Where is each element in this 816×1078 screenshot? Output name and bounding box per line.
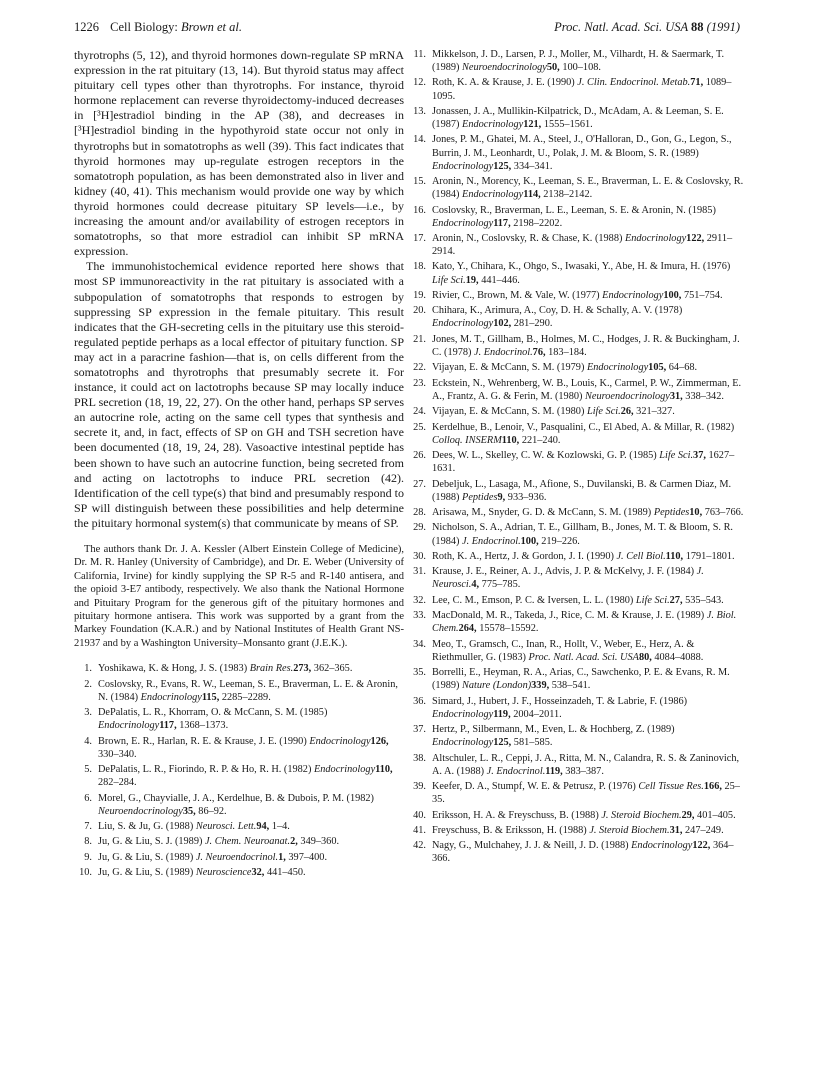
reference-item	[74, 792, 404, 818]
reference-number: 5.	[84, 764, 92, 776]
reference-number: 37.	[413, 724, 426, 736]
running-head	[74, 18, 740, 36]
reference-authors: Roth, K. A., Hertz, J. & Gordon, J. I. (1990)	[432, 550, 617, 562]
reference-number: 2.	[84, 678, 92, 690]
reference-volume: 125,	[493, 737, 512, 749]
reference-volume: 110,	[501, 434, 520, 446]
reference-journal: Endocrinology	[140, 691, 202, 703]
journal-year: (1991)	[706, 20, 740, 34]
reference-item	[408, 809, 744, 822]
reference-item	[408, 666, 744, 692]
reference-pages: 25–35.	[432, 781, 740, 806]
reference-pages: 538–541.	[549, 680, 591, 692]
reference-number: 40.	[413, 809, 426, 821]
reference-item	[408, 133, 744, 172]
reference-number: 24.	[413, 406, 426, 418]
reference-volume: 339,	[531, 680, 550, 692]
reference-item	[408, 723, 744, 749]
reference-item	[408, 594, 744, 607]
reference-volume: 100,	[663, 289, 682, 301]
reference-journal: Peptides	[462, 491, 498, 503]
reference-item	[408, 333, 744, 359]
reference-item	[74, 763, 404, 789]
reference-pages: 334–341.	[511, 160, 553, 172]
reference-item	[408, 260, 744, 286]
reference-number: 7.	[84, 821, 92, 833]
reference-volume: 4,	[471, 579, 480, 591]
reference-journal: J. Chem. Neuroanat.	[204, 836, 291, 848]
reference-authors: Chihara, K., Arimura, A., Coy, D. H. & Schally, A. V. (1978)	[432, 305, 683, 317]
reference-pages: 219–226.	[538, 535, 580, 547]
reference-journal: Endocrinology	[432, 217, 494, 229]
running-head-left	[74, 18, 242, 36]
reference-number: 4.	[84, 735, 92, 747]
reference-authors: Meo, T., Gramsch, C., Inan, R., Hollt, V., Weber, E., Herz, A. & Riethmuller, G. (1983)	[432, 638, 695, 663]
reference-volume: 80,	[638, 651, 652, 663]
reference-volume: 2,	[290, 836, 298, 848]
reference-journal: J. Endocrinol.	[486, 765, 546, 777]
reference-pages: 349–360.	[297, 836, 340, 848]
reference-authors: Eriksson, H. A. & Freyschuss, B. (1988)	[432, 809, 602, 821]
reference-authors: Morel, G., Chayvialle, J. A., Kerdelhue, B. & Dubois, P. M. (1982)	[98, 792, 374, 804]
reference-authors: Eckstein, N., Wehrenberg, W. B., Louis, K., Carmel, P. W., Zimmerman, E. A., Frantz, A. G. & Ferin, M. (1980)	[432, 377, 742, 402]
reference-pages: 321–327.	[633, 406, 675, 418]
reference-authors: Borrelli, E., Heyman, R. A., Arias, C., Sawchenko, P. E. & Evans, R. M. (1989)	[432, 667, 730, 692]
reference-volume: 115,	[201, 691, 220, 703]
reference-item	[408, 232, 744, 258]
reference-pages: 775–785.	[479, 579, 521, 591]
reference-pages: 763–766.	[702, 507, 744, 519]
reference-authors: Kerdelhue, B., Lenoir, V., Pasqualini, C., El Abed, A. & Millar, R. (1982)	[432, 421, 735, 433]
reference-volume: 114,	[523, 189, 541, 201]
reference-item	[408, 48, 744, 74]
reference-journal: Proc. Natl. Acad. Sci. USA	[528, 651, 639, 663]
reference-number: 32.	[413, 594, 426, 606]
reference-authors: Ju, G. & Liu, S. (1989)	[98, 867, 196, 879]
reference-authors: Keefer, D. A., Stumpf, W. E. & Petrusz, P. (1976)	[432, 781, 639, 793]
reference-volume: 9,	[497, 491, 506, 503]
reference-number: 19.	[413, 289, 426, 301]
reference-authors: Altschuler, L. R., Ceppi, J. A., Ritta, M. N., Calandra, R. S. & Zaninovich, A. A. (1988)	[432, 752, 740, 777]
reference-journal: Endocrinology	[462, 189, 524, 201]
reference-number: 25.	[413, 421, 426, 433]
reference-volume: 27,	[669, 594, 683, 606]
reference-journal: J. Clin. Endocrinol. Metab.	[577, 77, 691, 89]
reference-item	[408, 204, 744, 230]
reference-volume: 122,	[686, 233, 705, 244]
reference-pages: 751–754.	[681, 289, 723, 301]
reference-volume: 76,	[532, 346, 546, 358]
reference-number: 31.	[413, 566, 426, 578]
left-column	[74, 48, 404, 882]
reference-number: 34.	[413, 638, 426, 650]
reference-volume: 122,	[692, 840, 711, 852]
reference-number: 18.	[413, 261, 426, 273]
reference-journal: Nature (London)	[462, 680, 532, 692]
reference-number: 9.	[84, 851, 92, 863]
reference-journal: Endocrinology	[624, 233, 687, 244]
reference-pages: 1627–1631.	[432, 450, 735, 475]
reference-item	[74, 835, 404, 848]
reference-number: 3.	[84, 707, 92, 719]
reference-authors: Jones, M. T., Gillham, B., Holmes, M. C., Hodges, J. R. & Buckingham, J. C. (1978)	[432, 333, 740, 358]
reference-pages: 2198–2202.	[510, 217, 563, 229]
reference-pages: 338–342.	[682, 390, 724, 402]
reference-pages: 2138–2142.	[540, 189, 593, 201]
reference-authors: DePalatis, L. R., Fiorindo, R. P. & Ho, R. H. (1982)	[98, 764, 314, 776]
reference-volume: 1,	[278, 851, 286, 863]
reference-journal: Peptides	[653, 507, 690, 519]
page-number: 1226	[74, 20, 99, 34]
reference-journal: Neurosci. Lett.	[195, 821, 257, 833]
section-title: Cell Biology:	[110, 20, 178, 34]
reference-number: 21.	[413, 333, 426, 345]
reference-authors: Lee, C. M., Emson, P. C. & Iversen, L. L. (1980)	[432, 594, 636, 606]
reference-volume: 119,	[493, 708, 511, 720]
reference-volume: 35,	[182, 805, 196, 817]
reference-item	[408, 609, 744, 635]
reference-authors: Brown, E. R., Harlan, R. E. & Krause, J. E. (1990)	[98, 735, 310, 747]
reference-journal: Neuroendocrinology	[98, 805, 183, 817]
reference-volume: 50,	[546, 62, 560, 74]
reference-item	[408, 638, 744, 664]
reference-journal: Endocrinology	[432, 160, 494, 172]
reference-volume: 117,	[493, 217, 511, 229]
reference-volume: 26,	[620, 406, 634, 418]
reference-item	[408, 839, 744, 865]
journal-volume: 88	[691, 20, 704, 34]
reference-number: 16.	[413, 204, 426, 216]
reference-item	[408, 824, 744, 837]
reference-item	[408, 361, 744, 374]
reference-journal: Endocrinology	[309, 735, 371, 747]
reference-volume: 94,	[256, 821, 270, 833]
reference-volume: 166,	[703, 781, 722, 793]
reference-item	[408, 521, 744, 547]
reference-authors: Aronin, N., Morency, K., Leeman, S. E., Braverman, L. E. & Coslovsky, R. (1984)	[432, 176, 744, 201]
reference-authors: Jonassen, J. A., Mullikin-Kilpatrick, D., McAdam, A. & Leeman, S. E. (1987)	[432, 105, 724, 131]
reference-volume: 37,	[693, 450, 706, 462]
reference-pages: 535–543.	[682, 594, 724, 606]
reference-volume: 121,	[523, 119, 542, 131]
reference-pages: 282–284.	[98, 777, 137, 789]
reference-item	[408, 752, 744, 778]
reference-item	[408, 550, 744, 563]
reference-number: 14.	[413, 134, 426, 146]
reference-pages: 330–340.	[98, 748, 137, 760]
reference-pages: 86–92.	[195, 805, 227, 817]
reference-volume: 31,	[669, 824, 683, 836]
reference-journal: Cell Tissue Res.	[638, 781, 704, 793]
reference-journal: Endocrinology	[586, 362, 649, 374]
reference-number: 12.	[413, 77, 426, 89]
reference-pages: 1368–1373.	[176, 720, 229, 732]
reference-volume: 19,	[465, 274, 479, 286]
reference-pages: 281–290.	[511, 318, 553, 330]
reference-pages: 441–450.	[264, 867, 306, 879]
reference-item	[408, 478, 744, 504]
reference-number: 36.	[413, 695, 426, 707]
reference-number: 28.	[413, 507, 426, 519]
reference-volume: 105,	[648, 362, 667, 374]
reference-authors: MacDonald, M. R., Takeda, J., Rice, C. M. & Krause, J. E. (1989)	[432, 610, 707, 622]
reference-authors: Dees, W. L., Skelley, C. W. & Kozlowski, G. P. (1985)	[432, 450, 660, 462]
reference-pages: 247–249.	[682, 824, 724, 836]
reference-pages: 64–68.	[666, 362, 698, 374]
reference-authors: Debeljuk, L., Lasaga, M., Afione, S., Duvilanski, B. & Carmen Diaz, M. (1988)	[432, 478, 732, 503]
reference-item	[408, 449, 744, 475]
reference-volume: 71,	[690, 77, 704, 89]
reference-pages: 933–936.	[505, 491, 547, 503]
body-paragraph: The immunohistochemical evidence reported here shows that most SP immunoreactivity in the rat pituitary is associated with a subpopulation of somatotrophs that responds to estrogen by suppressing SP expression in the female pituitary. This result indicates that the GH-secreting cells in the pituitary use this steroid-regulated peptide perhaps as a local effector of pituitary function. SP may act in a paracrine fashion—that is, on cells different from the somatotrophs and thyrotrophs that presumably secrete it. For instance, it could act on lactotrophs because SP may locally induce PRL secretion (18, 19, 22, 27). On the other hand, perhaps SP serves an autocrine role, acting on the same cell types that synthesis and secrete it, and, in fact, effects of SP on GH and TSH secretion have been documented (18, 19, 24, 28). Vasoactive intestinal peptide has been shown to have such an autocrine function, being secreted from and acting on lactotrophs to induce PRL secretion (42). Identification of the cell type(s) that bind and presumably respond to SP will distinguish between these possibilities and help determine the pituitary hormonal system(s) that communicate by means of SP.	[74, 259, 404, 530]
reference-item	[408, 289, 744, 302]
reference-authors: Mikkelson, J. D., Larsen, P. J., Moller, M., Vilhardt, H. & Saermark, T. (1989)	[432, 49, 725, 74]
reference-pages: 2911–2914.	[432, 233, 733, 258]
reference-pages: 183–184.	[545, 346, 587, 358]
reference-journal: J. Steroid Biochem.	[601, 809, 682, 821]
reference-pages: 100–108.	[559, 62, 601, 74]
reference-pages: 221–240.	[519, 434, 561, 446]
reference-number: 41.	[413, 824, 426, 836]
reference-volume: 125,	[493, 160, 512, 172]
reference-authors: Simard, J., Hubert, J. F., Hosseinzadeh, T. & Labrie, F. (1986)	[432, 695, 688, 707]
reference-number: 15.	[413, 176, 426, 188]
reference-number: 20.	[413, 305, 426, 317]
reference-item	[408, 304, 744, 330]
reference-item	[408, 405, 744, 418]
reference-journal: Neuroendocrinology	[585, 390, 670, 402]
reference-pages: 1089–1095.	[432, 77, 732, 102]
reference-item	[74, 678, 404, 704]
reference-pages: 1791–1801.	[683, 550, 735, 562]
reference-authors: Freyschuss, B. & Eriksson, H. (1988)	[432, 824, 590, 836]
journal-name: Proc. Natl. Acad. Sci. USA	[554, 20, 688, 34]
reference-number: 6.	[84, 792, 92, 804]
reference-pages: 2285–2289.	[219, 691, 271, 703]
reference-item	[74, 820, 404, 833]
reference-number: 38.	[413, 752, 426, 764]
reference-journal: Neuroscience	[195, 867, 252, 879]
reference-pages: 441–446.	[478, 274, 520, 286]
reference-authors: Coslovsky, R., Evans, R. W., Leeman, S. E., Braverman, L. E. & Aronin, N. (1984)	[98, 678, 398, 703]
reference-authors: Liu, S. & Ju, G. (1988)	[98, 821, 196, 833]
reference-volume: 110,	[665, 550, 684, 562]
reference-volume: 119,	[545, 765, 563, 777]
reference-list-right	[408, 48, 744, 866]
reference-item	[74, 735, 404, 761]
reference-pages: 15578–15592.	[476, 623, 539, 635]
reference-journal: Endocrinology	[98, 720, 160, 732]
acknowledgment: The authors thank Dr. J. A. Kessler (Albert Einstein College of Medicine), Dr. M. R. Hanley (University of Cambridge), and Dr. E. Weber (University of California, Irvine) for kindly supplying the SP R-5 and R-140 antisera, and the opioid 3-E7 antibody, respectively. We also thank the National Hormone and Pituitary Program for the generous gift of the pituitary hormones and pituitary hormone antisera. This work was supported by a grant from the Markey Foundation (K.A.R.) and by National Institutes of Health Grant NS-21937 and by a Washington University–Monsanto grant (J.E.K.).	[74, 544, 404, 649]
reference-pages: 581–585.	[511, 737, 553, 749]
reference-journal: Endocrinology	[432, 737, 494, 749]
reference-number: 35.	[413, 667, 426, 679]
reference-journal: Endocrinology	[462, 119, 524, 131]
reference-journal: Life Sci.	[659, 450, 694, 462]
right-column	[408, 48, 744, 868]
reference-journal: J. Cell Biol.	[616, 550, 666, 562]
reference-pages: 2004–2011.	[510, 708, 562, 720]
reference-authors: Krause, J. E., Reiner, A. J., Advis, J. P. & McKelvy, J. F. (1984)	[432, 566, 697, 578]
reference-journal: J. Neuroendocrinol.	[195, 851, 279, 863]
reference-number: 8.	[84, 836, 92, 848]
reference-authors: Hertz, P., Silbermann, M., Even, L. & Hochberg, Z. (1989)	[432, 724, 675, 736]
reference-authors: Vijayan, E. & McCann, S. M. (1979)	[432, 362, 587, 374]
reference-pages: 4084–4088.	[651, 651, 704, 663]
reference-volume: 31,	[669, 390, 683, 402]
reference-number: 13.	[413, 105, 426, 117]
reference-volume: 264,	[458, 623, 477, 635]
reference-pages: 397–400.	[285, 851, 328, 863]
reference-journal: Colloq. INSERM	[432, 434, 502, 446]
reference-pages: 1555–1561.	[541, 119, 593, 131]
reference-item	[408, 506, 744, 519]
reference-item	[74, 866, 404, 879]
reference-authors: Aronin, N., Coslovsky, R. & Chase, K. (1988)	[432, 233, 625, 244]
reference-pages: 383–387.	[562, 765, 604, 777]
reference-pages: 364–366.	[432, 840, 734, 865]
reference-journal: Neuroendocrinology	[462, 62, 547, 74]
reference-number: 33.	[413, 610, 426, 622]
running-authors: Brown et al.	[180, 20, 242, 34]
reference-volume: 110,	[375, 764, 393, 776]
reference-item	[408, 377, 744, 403]
reference-item	[408, 421, 744, 447]
reference-authors: Ju, G. & Liu, S. J. (1989)	[98, 836, 205, 848]
reference-authors: Coslovsky, R., Braverman, L. E., Leeman, S. E. & Aronin, N. (1985)	[432, 204, 716, 216]
reference-number: 39.	[413, 781, 426, 793]
reference-item	[408, 105, 744, 131]
reference-journal: Endocrinology	[602, 289, 664, 301]
reference-list-left	[74, 662, 404, 879]
reference-journal: Life Sci.	[635, 594, 670, 606]
reference-authors: DePalatis, L. R., Khorram, O. & McCann, S. M. (1985)	[98, 707, 328, 719]
reference-journal: J. Endocrinol.	[474, 346, 533, 358]
reference-authors: Arisawa, M., Snyder, G. D. & McCann, S. M. (1989)	[432, 507, 654, 519]
reference-number: 10.	[79, 867, 92, 879]
reference-item	[408, 780, 744, 806]
reference-volume: 102,	[493, 318, 512, 330]
reference-item	[408, 695, 744, 721]
reference-number: 17.	[413, 233, 426, 244]
reference-journal: J. Endocrinol.	[462, 535, 521, 547]
reference-number: 42.	[413, 840, 426, 852]
reference-journal: Endocrinology	[631, 840, 693, 852]
reference-journal: Endocrinology	[432, 708, 494, 720]
reference-journal: Brain Res.	[249, 663, 294, 675]
reference-number: 23.	[413, 377, 426, 389]
reference-item	[74, 662, 404, 675]
reference-volume: 32,	[251, 867, 265, 879]
reference-item	[408, 565, 744, 591]
reference-item	[408, 175, 744, 201]
reference-authors: Nagy, G., Mulchahey, J. J. & Neill, J. D. (1988)	[432, 840, 632, 852]
reference-number: 30.	[413, 550, 426, 562]
reference-number: 27.	[413, 478, 426, 490]
reference-authors: Yoshikawa, K. & Hong, J. S. (1983)	[98, 663, 250, 675]
reference-item	[74, 706, 404, 732]
reference-pages: 362–365.	[311, 663, 353, 675]
reference-journal: J. Neurosci.	[432, 566, 704, 591]
body-paragraph: thyrotrophs (5, 12), and thyroid hormones down-regulate SP mRNA expression in the rat pituitary (13, 14). But thyroid status may affect pituitary cell types other than thyrotrophs. For instance, thyroid hormone replacement can reverse thyroidectomy-induced decreases in [³H]estradiol binding in the AP (38), and decreases in [³H]estradiol binding in the hypothyroid state occur not only in thyrotrophs but in somatotrophs as well (39). This fact indicates that thyroid hormones may up-regulate estrogen receptors in the somatotroph population, as has been demonstrated also in liver and kidney (40, 41). This mechanism would provide one way by which thyroid hormones could decrease pituitary SP levels—i.e., by increasing the amount and/or availability of estrogen receptors in somatotrophs, so that more estradiol can inhibit SP mRNA expression.	[74, 48, 404, 259]
reference-authors: Kato, Y., Chihara, K., Ohgo, S., Iwasaki, Y., Abe, H. & Imura, H. (1976)	[432, 261, 731, 273]
reference-journal: J. Biol. Chem.	[432, 610, 737, 635]
reference-volume: 10,	[689, 507, 703, 519]
reference-authors: Rivier, C., Brown, M. & Vale, W. (1977)	[432, 289, 603, 301]
reference-journal: Life Sci.	[432, 274, 466, 286]
reference-number: 29.	[413, 522, 426, 534]
reference-volume: 273,	[293, 663, 312, 675]
reference-authors: Roth, K. A. & Krause, J. E. (1990)	[432, 77, 578, 89]
reference-journal: J. Steroid Biochem.	[589, 824, 670, 836]
reference-pages: 1–4.	[269, 821, 290, 833]
reference-item	[74, 851, 404, 864]
reference-volume: 126,	[370, 735, 389, 747]
reference-item	[408, 76, 744, 102]
reference-authors: Vijayan, E. & McCann, S. M. (1980)	[432, 406, 587, 418]
reference-journal: Endocrinology	[313, 764, 376, 776]
running-head-right	[554, 18, 740, 36]
reference-volume: 100,	[520, 535, 539, 547]
reference-number: 1.	[84, 663, 92, 675]
reference-number: 22.	[413, 362, 426, 374]
reference-authors: Ju, G. & Liu, S. (1989)	[98, 851, 196, 863]
reference-authors: Nicholson, S. A., Adrian, T. E., Gillham, B., Jones, M. T. & Bloom, S. R. (1984)	[432, 522, 734, 547]
reference-volume: 29,	[681, 809, 695, 821]
reference-volume: 117,	[159, 720, 177, 732]
reference-number: 11.	[413, 49, 426, 60]
reference-journal: Life Sci.	[586, 406, 621, 418]
reference-number: 26.	[413, 450, 426, 462]
reference-pages: 401–405.	[694, 809, 736, 821]
reference-authors: Jones, P. M., Ghatei, M. A., Steel, J., O'Halloran, D., Gon, G., Legon, S., Burrin, J. M., Leonhardt, U., Polak, J. M. & Bloom, S. R. (1989)	[432, 134, 732, 159]
reference-journal: Endocrinology	[432, 318, 494, 330]
